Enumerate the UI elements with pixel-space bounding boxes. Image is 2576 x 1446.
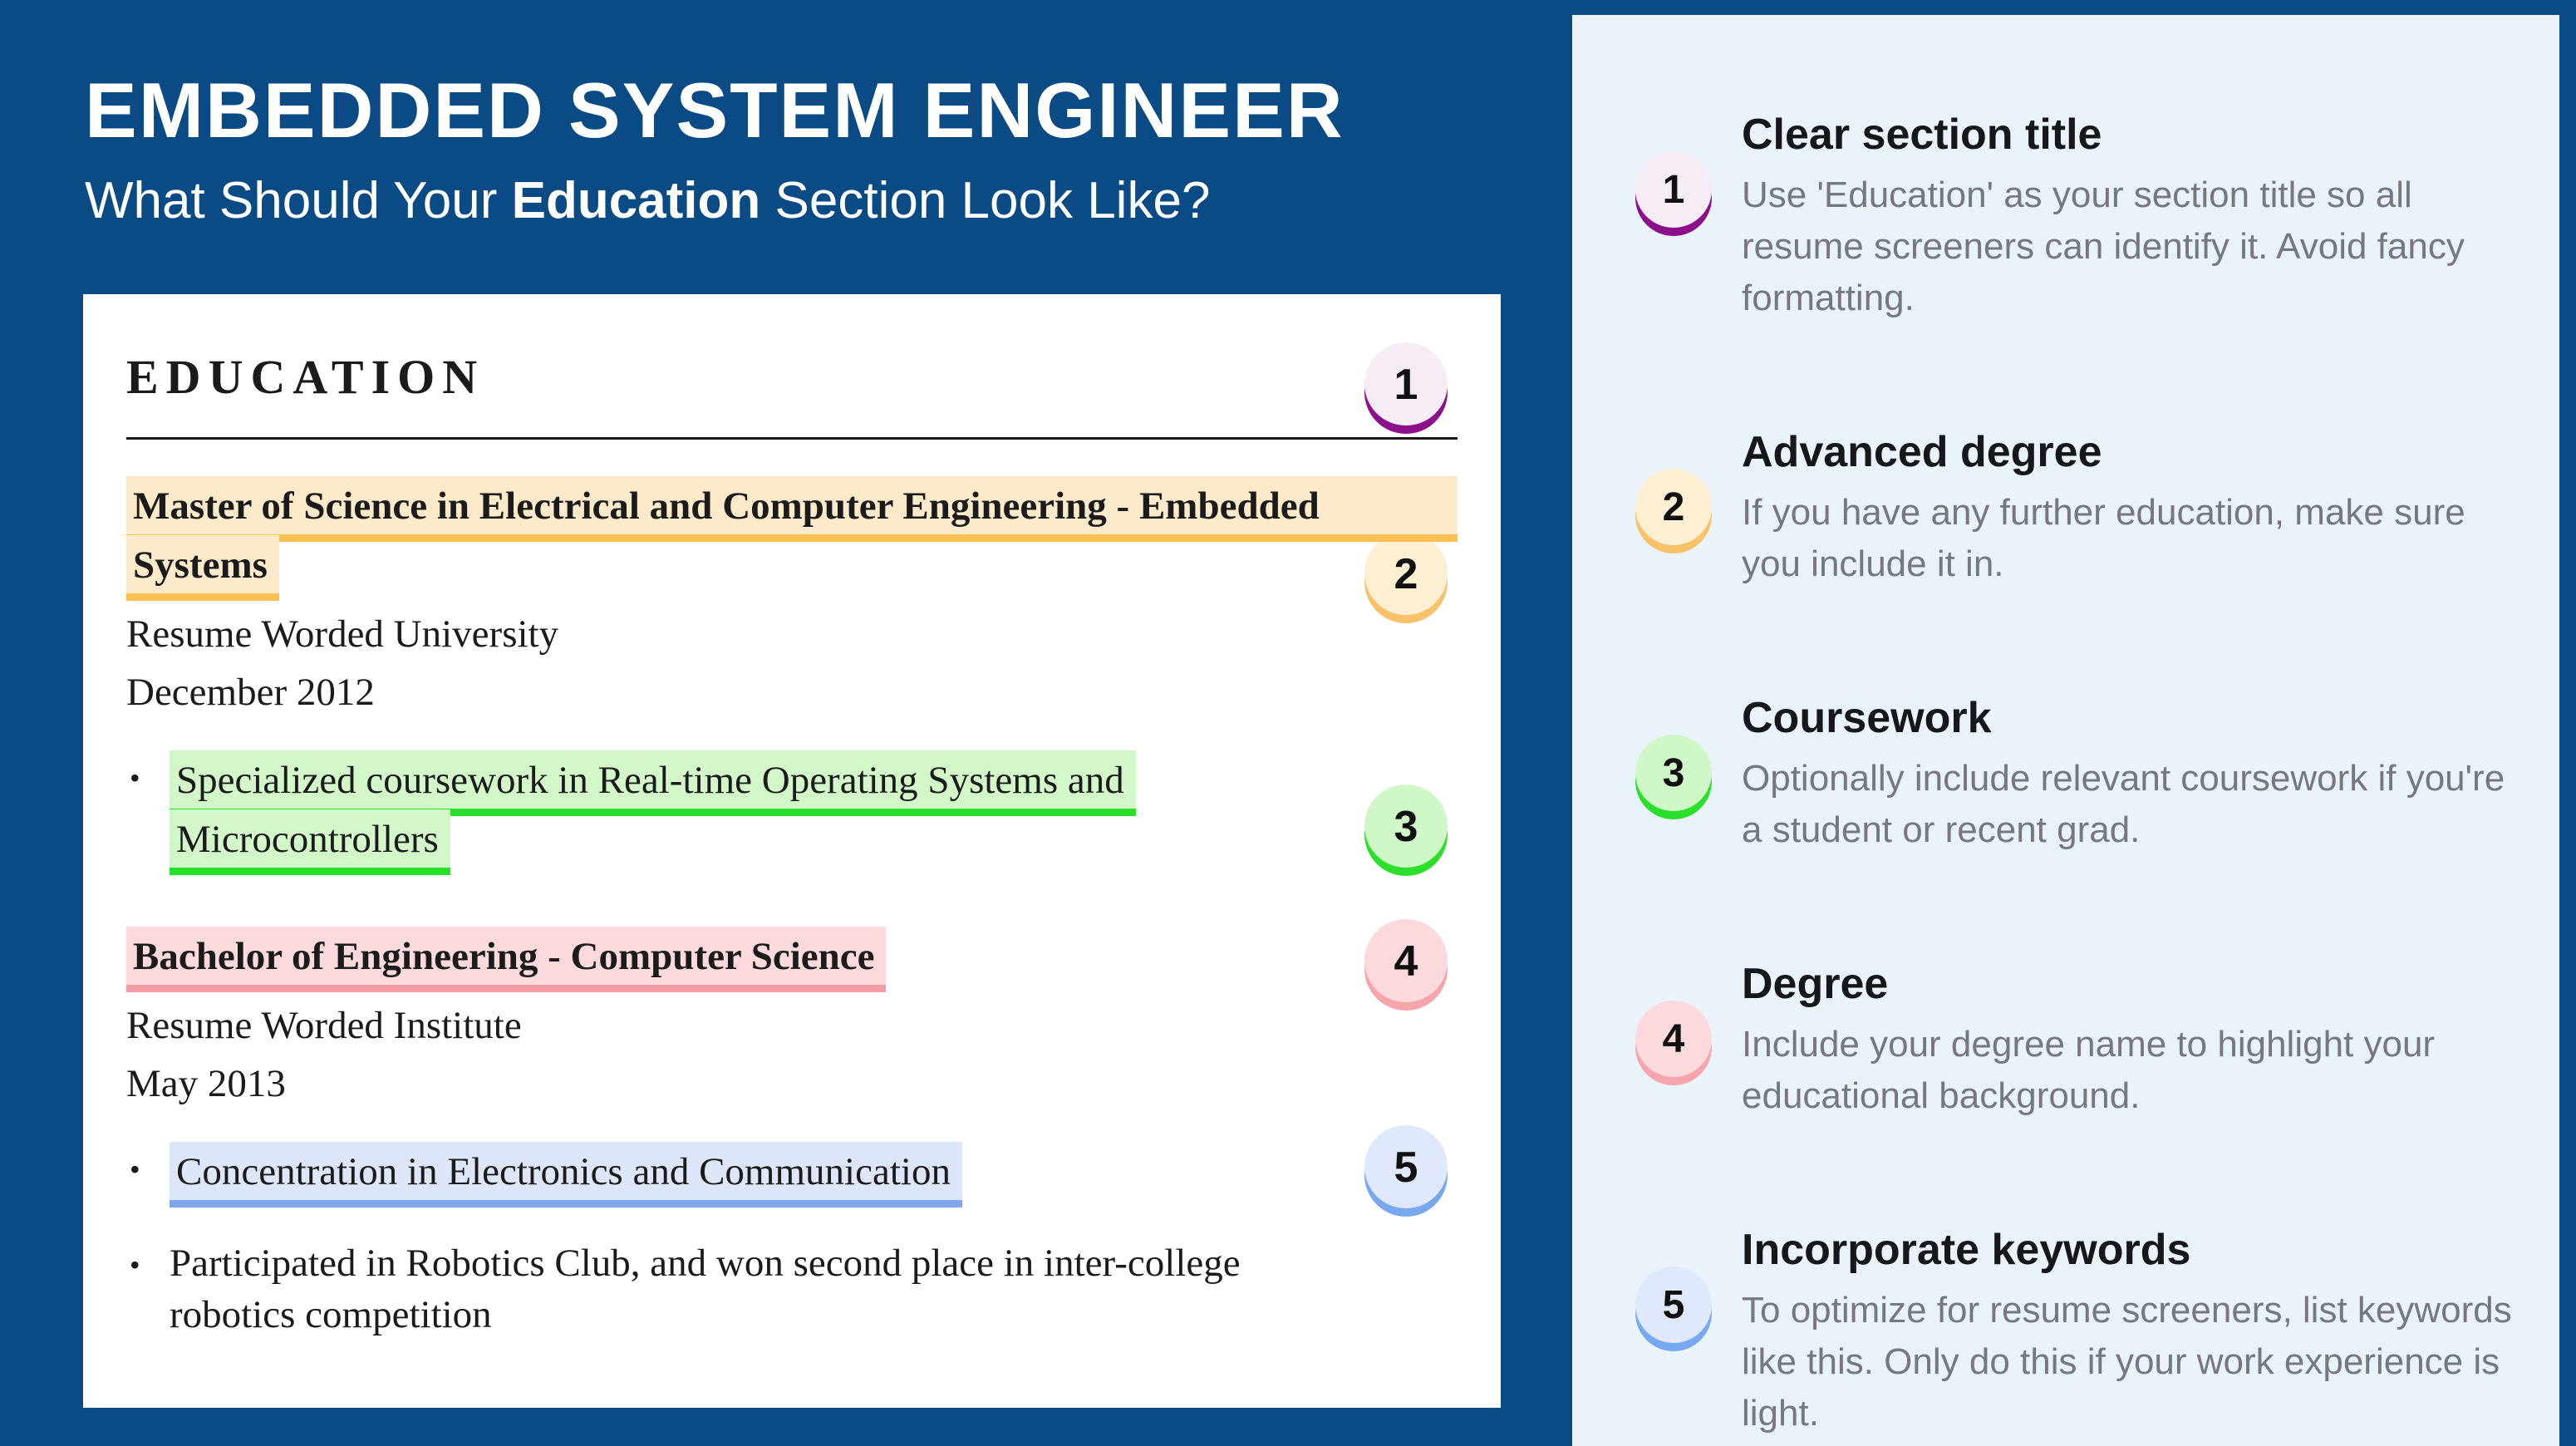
tip-title: Advanced degree [1742, 428, 2102, 476]
coursework-highlight-line: Specialized coursework in Real-time Operating Systems and [170, 750, 1136, 816]
keywords-highlight-line: Concentration in Electronics and Communication [170, 1142, 962, 1207]
resume-bullet [126, 1142, 1458, 1207]
tips-panel [1572, 15, 2559, 1446]
tip-title: Incorporate keywords [1742, 1226, 2191, 1274]
tip-coursework [1635, 691, 2526, 856]
education-section-title: EDUCATION [126, 350, 485, 404]
bullet-text: Participated in Robotics Club, and won second place in inter-college robotics competition [170, 1242, 1241, 1336]
graduation-date: May 2013 [126, 1062, 286, 1105]
education-entry [126, 927, 1458, 1340]
card-badge-1: 1 [1364, 342, 1448, 425]
degree-title [126, 927, 1458, 992]
bullet-text [170, 750, 1136, 875]
bullet-dot: • [130, 1153, 140, 1186]
subtitle-emphasis: Education [511, 172, 761, 229]
section-divider [126, 437, 1458, 440]
degree-highlight-line: Bachelor of Engineering - Computer Science [126, 927, 886, 992]
bullet-text [170, 1142, 962, 1207]
degree-title [126, 476, 1458, 542]
page-subtitle [85, 170, 1547, 233]
tip-badge-3: 3 [1635, 735, 1712, 811]
school-name: Resume Worded University [126, 612, 559, 656]
card-badge-3: 3 [1364, 784, 1448, 868]
tip-clear-section-title [1635, 108, 2526, 324]
resume-card [83, 294, 1501, 1408]
degree-highlight-line: Master of Science in Electrical and Computer Engineering - Embedded [126, 476, 1458, 542]
coursework-highlight-line: Microcontrollers [170, 809, 450, 875]
tip-text [1742, 425, 2526, 590]
tip-body: If you have any further education, make sure you include it in. [1742, 492, 2465, 584]
tip-badge-5: 5 [1635, 1266, 1712, 1343]
resume-bullet [126, 1237, 1458, 1340]
tip-badge-1: 1 [1635, 151, 1712, 228]
tip-text [1742, 108, 2526, 324]
tip-text [1742, 1223, 2526, 1439]
tip-badge-2: 2 [1635, 469, 1712, 545]
page-title: EMBEDDED SYSTEM ENGINEER [85, 66, 1345, 154]
tip-title: Clear section title [1742, 111, 2102, 159]
tip-text [1742, 691, 2526, 856]
tip-body: Use 'Education' as your section title so all resume screeners can identify it. Avoid fancy formatting. [1742, 175, 2465, 318]
degree-title-line2 [126, 542, 1458, 601]
tip-degree [1635, 957, 2526, 1122]
subtitle-prefix: What Should Your [85, 172, 512, 229]
tip-advanced-degree [1635, 425, 2526, 590]
education-entry [126, 476, 1458, 875]
card-badge-4: 4 [1364, 919, 1448, 1002]
resume-bullet [126, 750, 1458, 875]
subtitle-suffix: Section Look Like? [760, 172, 1211, 229]
resume-card-content [83, 294, 1501, 1340]
tip-title: Degree [1742, 960, 1889, 1008]
bullet-dot: • [130, 1248, 140, 1281]
card-badge-2: 2 [1364, 532, 1448, 615]
tip-body: Include your degree name to highlight your educational background. [1742, 1024, 2436, 1116]
tip-body: To optimize for resume screeners, list keywords like this. Only do this if your work experience is light. [1742, 1290, 2512, 1434]
card-badge-5: 5 [1364, 1125, 1448, 1208]
tip-badge-4: 4 [1635, 1001, 1712, 1077]
graduation-date: December 2012 [126, 671, 375, 714]
bullet-dot: • [130, 761, 140, 794]
tip-incorporate-keywords [1635, 1223, 2526, 1439]
degree-highlight-line: Systems [126, 535, 279, 601]
tip-text [1742, 957, 2526, 1122]
page-header [85, 65, 1547, 233]
tip-body: Optionally include relevant coursework if you're a student or recent grad. [1742, 758, 2505, 850]
tip-title: Coursework [1742, 694, 1992, 742]
school-name: Resume Worded Institute [126, 1004, 522, 1047]
